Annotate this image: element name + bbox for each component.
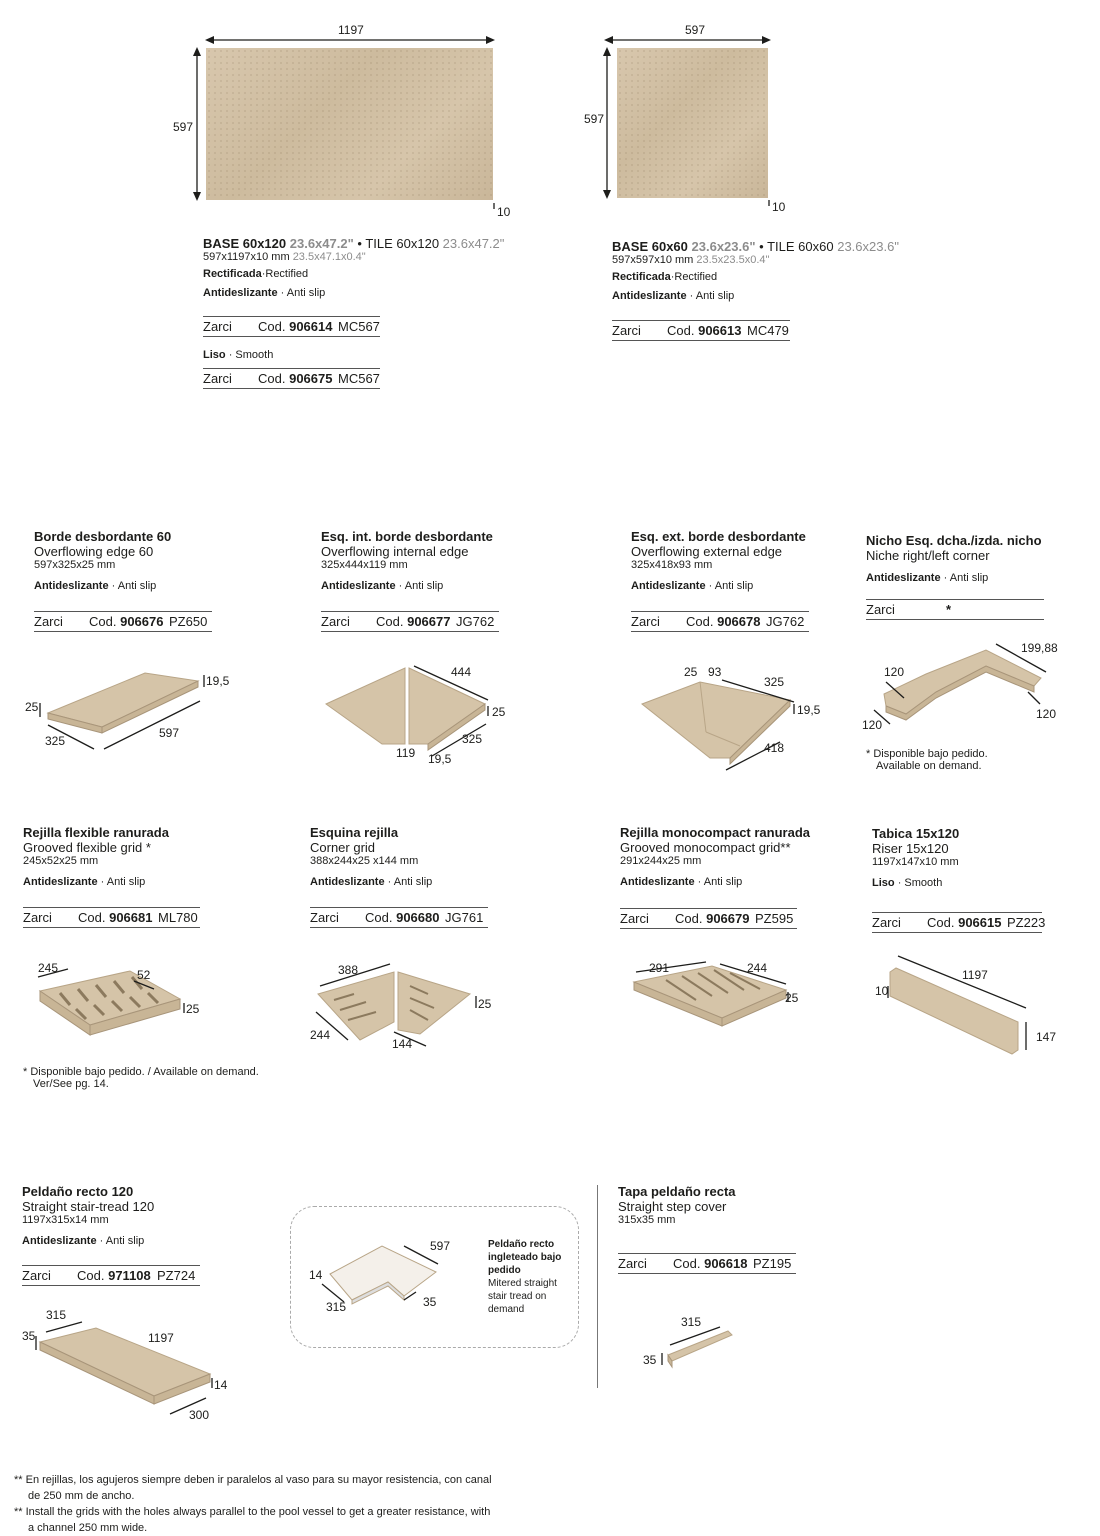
product-nicho bbox=[866, 533, 1042, 584]
product-subtitle: Overflowing edge 60 bbox=[34, 544, 154, 559]
product-peldano-recto bbox=[22, 1184, 154, 1247]
anti-en: · Anti slip bbox=[398, 580, 444, 592]
row-cod: Cod. bbox=[673, 1256, 701, 1271]
product-esq-int-borde-image bbox=[320, 660, 520, 770]
dim-25: 25 bbox=[492, 705, 506, 719]
anti-es: Antideslizante bbox=[22, 1235, 97, 1247]
product-rejilla-flexible-code bbox=[23, 907, 200, 928]
product-title: Peldaño recto 120 bbox=[22, 1184, 134, 1199]
product-title: Borde desbordante 60 bbox=[34, 529, 172, 544]
tile-60x60-info: BASE 60x60 23.6x23.6" • TILE 60x60 23.6x23.6" 597x597x10 mm 23.5x23.5x0.4" Rectificada·Rectified Antideslizante · Anti slip bbox=[612, 239, 899, 302]
row-name: Zarci bbox=[321, 614, 350, 629]
product-title: Tabica 15x120 bbox=[872, 826, 960, 841]
dim-325: 325 bbox=[764, 675, 785, 689]
product-mm: 325x418x93 mm bbox=[631, 559, 713, 571]
mitered-tread-label bbox=[488, 1238, 561, 1316]
product-subtitle: Overflowing external edge bbox=[631, 544, 783, 559]
note-en: Ver/See pg. 14. bbox=[33, 1078, 109, 1090]
anti-en: · Anti slip bbox=[111, 580, 157, 592]
dim-245: 245 bbox=[38, 961, 59, 975]
product-title: Esq. int. borde desbordante bbox=[321, 529, 493, 544]
dim-147: 147 bbox=[1036, 1030, 1057, 1044]
dim-418: 418 bbox=[764, 741, 785, 755]
liso-en: · Smooth bbox=[897, 877, 943, 889]
row-ref: PZ595 bbox=[755, 911, 794, 926]
tile-60x120-anti-es: Antideslizante bbox=[203, 287, 278, 299]
row-star: * bbox=[946, 602, 952, 617]
dim-120c: 120 bbox=[862, 718, 883, 732]
row-ref: JG761 bbox=[445, 910, 484, 925]
product-rejilla-flexible bbox=[23, 825, 169, 888]
label-en-3: demand bbox=[488, 1304, 525, 1315]
tile-60x120-tile-name: TILE 60x120 bbox=[365, 236, 440, 251]
footer-note-es-2: de 250 mm de ancho. bbox=[28, 1490, 135, 1502]
tile-60x60-image bbox=[617, 48, 768, 198]
dim-244: 244 bbox=[747, 961, 768, 975]
dim-19-5: 19,5 bbox=[428, 752, 452, 766]
product-mm: 1197x147x10 mm bbox=[872, 856, 959, 868]
note-en: Available on demand. bbox=[876, 760, 982, 772]
product-rejilla-monocompact-code bbox=[620, 908, 797, 929]
row-ref: MC567 bbox=[338, 371, 380, 386]
row-code: 906618 bbox=[704, 1256, 748, 1271]
tile-60x60-tile-inch: 23.6x23.6" bbox=[837, 239, 899, 254]
row-code: 906613 bbox=[698, 323, 742, 338]
tile-60x120-height: 597 bbox=[173, 120, 194, 134]
anti-en: · Anti slip bbox=[943, 572, 989, 584]
row-cod: Cod. bbox=[365, 910, 393, 925]
dim-52: 52 bbox=[137, 968, 151, 982]
dim-14: 14 bbox=[214, 1378, 228, 1392]
product-subtitle: Straight step cover bbox=[618, 1199, 727, 1214]
dim-35: 35 bbox=[423, 1295, 437, 1309]
tile-60x60-tile-name: TILE 60x60 bbox=[767, 239, 834, 254]
note-es: * Disponible bajo pedido. / Available on demand. bbox=[23, 1066, 259, 1078]
row-cod: Cod. bbox=[77, 1268, 105, 1283]
row-name: Zarci bbox=[872, 915, 901, 930]
tile-60x120-image bbox=[206, 48, 493, 200]
dim-25: 25 bbox=[785, 991, 799, 1005]
note-es: * Disponible bajo pedido. bbox=[866, 748, 988, 760]
tile-60x60-sep: • bbox=[759, 239, 764, 254]
dim-325: 325 bbox=[462, 732, 483, 746]
tile-60x120-name: BASE 60x120 bbox=[203, 236, 287, 251]
row-cod: Cod. bbox=[258, 319, 286, 334]
row-cod: Cod. bbox=[89, 614, 117, 629]
tile-60x120-mm: 597x1197x10 mm bbox=[203, 251, 290, 263]
footer-note-en: ** Install the grids with the holes always parallel to the pool vessel to get a greater resistance, with bbox=[14, 1506, 491, 1518]
tile-60x60-anti-en: · Anti slip bbox=[689, 290, 735, 302]
anti-en: · Anti slip bbox=[708, 580, 754, 592]
label-en-1: Mitered straight bbox=[488, 1278, 557, 1289]
product-title: Nicho Esq. dcha./izda. nicho bbox=[866, 533, 1042, 548]
row-code: 906680 bbox=[396, 910, 440, 925]
dim-199-88: 199,88 bbox=[1021, 641, 1058, 655]
product-title: Rejilla monocompact ranurada bbox=[620, 825, 810, 840]
row-cod: Cod. bbox=[927, 915, 955, 930]
dim-25: 25 bbox=[684, 665, 698, 679]
row-ref: JG762 bbox=[766, 614, 805, 629]
product-borde-desbordante-60-image bbox=[20, 665, 220, 765]
row-cod: Cod. bbox=[667, 323, 695, 338]
tile-60x60-name: BASE 60x60 bbox=[612, 239, 688, 254]
dim-597: 597 bbox=[159, 726, 180, 740]
row-name: Zarci bbox=[310, 910, 339, 925]
footer-note-es: ** En rejillas, los agujeros siempre deben ir paralelos al vaso para su mayor resistencia, con canal bbox=[14, 1474, 492, 1486]
tile-60x120-rect-es: Rectificada bbox=[203, 268, 262, 280]
label-es-3: pedido bbox=[488, 1265, 521, 1276]
row-cod: Cod. bbox=[686, 614, 714, 629]
product-esquina-rejilla bbox=[310, 825, 432, 888]
dim-388: 388 bbox=[338, 963, 359, 977]
dim-1197: 1197 bbox=[148, 1331, 174, 1345]
row-name: Zarci bbox=[618, 1256, 647, 1271]
dim-1197: 1197 bbox=[962, 968, 988, 982]
product-mm: 315x35 mm bbox=[618, 1214, 676, 1226]
row-name: Zarci bbox=[631, 614, 660, 629]
tile-60x120-info: BASE 60x120 23.6x47.2" • TILE 60x120 23.6x47.2" 597x1197x10 mm 23.5x47.1x0.4" Rectificada·Rectified Antideslizante · Anti slip bbox=[203, 236, 505, 299]
anti-en: · Anti slip bbox=[99, 1235, 145, 1247]
dim-35: 35 bbox=[22, 1329, 36, 1343]
label-en-2: stair tread on bbox=[488, 1291, 547, 1302]
row-cod: Cod. bbox=[675, 911, 703, 926]
row-cod: Cod. bbox=[78, 910, 106, 925]
dim-120b: 120 bbox=[1036, 707, 1057, 721]
tile-60x120-code-row-1 bbox=[203, 316, 380, 337]
product-mm: 291x244x25 mm bbox=[620, 855, 702, 867]
tile-60x60-mm-inch: 23.5x23.5x0.4" bbox=[696, 254, 770, 266]
dim-14: 14 bbox=[309, 1268, 323, 1282]
dim-144: 144 bbox=[392, 1037, 413, 1051]
product-tabica bbox=[872, 826, 959, 889]
product-esq-ext-borde bbox=[631, 529, 806, 592]
dim-315: 315 bbox=[326, 1300, 347, 1314]
dim-291: 291 bbox=[649, 961, 670, 975]
product-esquina-rejilla-code bbox=[310, 907, 488, 928]
label-es-2: ingleteado bajo bbox=[488, 1252, 562, 1263]
anti-en: · Anti slip bbox=[697, 876, 743, 888]
dim-325: 325 bbox=[45, 734, 66, 748]
footer-notes bbox=[14, 1472, 492, 1536]
dim-444: 444 bbox=[451, 665, 472, 679]
product-rejilla-monocompact bbox=[620, 825, 810, 888]
dim-25: 25 bbox=[25, 700, 39, 714]
row-name: Zarci bbox=[866, 602, 895, 617]
dim-597: 597 bbox=[430, 1239, 451, 1253]
row-name: Zarci bbox=[620, 911, 649, 926]
dim-19-5: 19,5 bbox=[206, 674, 230, 688]
product-subtitle: Straight stair-tread 120 bbox=[22, 1199, 155, 1214]
row-name: Zarci bbox=[203, 319, 232, 334]
product-nicho-note bbox=[866, 748, 988, 772]
dim-315: 315 bbox=[46, 1308, 67, 1322]
row-ref: ML780 bbox=[158, 910, 198, 925]
product-peldano-recto-image bbox=[30, 1310, 230, 1420]
anti-es: Antideslizante bbox=[310, 876, 385, 888]
liso-en: · Smooth bbox=[228, 349, 274, 361]
product-tapa-peldano-code bbox=[618, 1253, 796, 1274]
tile-60x120-thickness: 10 bbox=[497, 205, 511, 219]
row-code: 971108 bbox=[108, 1268, 151, 1283]
row-name: Zarci bbox=[34, 614, 63, 629]
product-tabica-code bbox=[872, 912, 1046, 933]
row-code: 906678 bbox=[717, 614, 761, 629]
product-subtitle: Riser 15x120 bbox=[872, 841, 949, 856]
row-ref: MC567 bbox=[338, 319, 380, 334]
dim-35: 35 bbox=[643, 1353, 657, 1367]
anti-es: Antideslizante bbox=[34, 580, 109, 592]
product-subtitle: Grooved monocompact grid** bbox=[620, 840, 791, 855]
row-name: Zarci bbox=[612, 323, 641, 338]
product-subtitle: Niche right/left corner bbox=[866, 548, 990, 563]
row-ref: PZ650 bbox=[169, 614, 208, 629]
row-code: 906677 bbox=[407, 614, 451, 629]
tile-60x60-width: 597 bbox=[685, 23, 706, 37]
tile-60x120-liso bbox=[203, 349, 273, 361]
product-esq-int-borde bbox=[321, 529, 493, 592]
row-ref: PZ724 bbox=[157, 1268, 196, 1283]
dim-300: 300 bbox=[189, 1408, 210, 1422]
anti-es: Antideslizante bbox=[321, 580, 396, 592]
row-cod: Cod. bbox=[258, 371, 286, 386]
product-title: Rejilla flexible ranurada bbox=[23, 825, 169, 840]
row-code: 906679 bbox=[706, 911, 750, 926]
product-nicho-code bbox=[866, 599, 1044, 620]
anti-es: Antideslizante bbox=[23, 876, 98, 888]
row-name: Zarci bbox=[22, 1268, 51, 1283]
tile-60x60-rect-en: Rectified bbox=[674, 271, 718, 283]
dim-244: 244 bbox=[310, 1028, 331, 1042]
tile-60x120-sep: • bbox=[357, 236, 362, 251]
product-subtitle: Grooved flexible grid * bbox=[23, 840, 151, 855]
row-code: 906681 bbox=[109, 910, 153, 925]
product-esq-ext-borde-code bbox=[631, 611, 809, 632]
product-borde-desbordante-60-code bbox=[34, 611, 212, 632]
tile-60x120-code-row-2 bbox=[203, 368, 380, 389]
anti-es: Antideslizante bbox=[620, 876, 695, 888]
product-tapa-peldano bbox=[618, 1184, 736, 1226]
anti-es: Antideslizante bbox=[631, 580, 706, 592]
product-borde-desbordante-60 bbox=[34, 529, 171, 592]
product-tabica-image bbox=[876, 950, 1036, 1060]
row-code: 906676 bbox=[120, 614, 164, 629]
tile-60x60-inch: 23.6x23.6" bbox=[691, 239, 756, 254]
product-rejilla-flexible-image bbox=[30, 965, 210, 1045]
product-subtitle: Overflowing internal edge bbox=[321, 544, 469, 559]
product-mm: 1197x315x14 mm bbox=[22, 1214, 109, 1226]
tile-60x120-mm-inch: 23.5x47.1x0.4" bbox=[292, 251, 366, 263]
tile-60x120-width: 1197 bbox=[338, 23, 364, 37]
anti-es: Antideslizante bbox=[866, 572, 941, 584]
dim-119: 119 bbox=[396, 746, 416, 760]
dim-10: 10 bbox=[875, 984, 889, 998]
product-esq-int-borde-code bbox=[321, 611, 499, 632]
tile-60x120-inch: 23.6x47.2" bbox=[289, 236, 354, 251]
product-mm: 597x325x25 mm bbox=[34, 559, 116, 571]
dim-120a: 120 bbox=[884, 665, 905, 679]
row-ref: MC479 bbox=[747, 323, 789, 338]
tile-60x60-rect-es: Rectificada bbox=[612, 271, 671, 283]
tile-60x60-mm: 597x597x10 mm bbox=[612, 254, 694, 266]
tile-60x120-anti-en: · Anti slip bbox=[280, 287, 326, 299]
dim-25: 25 bbox=[186, 1002, 200, 1016]
product-title: Tapa peldaño recta bbox=[618, 1184, 736, 1199]
row-ref: PZ223 bbox=[1007, 915, 1046, 930]
tile-60x120-tile-inch: 23.6x47.2" bbox=[442, 236, 505, 251]
tile-60x60-code-row-1 bbox=[612, 320, 790, 341]
tile-60x60-anti-es: Antideslizante bbox=[612, 290, 687, 302]
tile-60x120-rect-en: Rectified bbox=[265, 268, 309, 280]
tile-60x60-height: 597 bbox=[584, 112, 605, 126]
product-title: Esq. ext. borde desbordante bbox=[631, 529, 806, 544]
row-cod: Cod. bbox=[376, 614, 404, 629]
footer-note-en-2: a channel 250 mm wide. bbox=[28, 1522, 148, 1534]
dim-93: 93 bbox=[708, 665, 722, 679]
dim-19-5: 19,5 bbox=[797, 703, 821, 717]
product-tapa-peldano-image bbox=[660, 1325, 740, 1375]
section-divider bbox=[597, 1185, 598, 1388]
row-code: 906675 bbox=[289, 371, 333, 386]
row-name: Zarci bbox=[23, 910, 52, 925]
product-mm: 325x444x119 mm bbox=[321, 559, 408, 571]
dim-315: 315 bbox=[681, 1315, 702, 1329]
row-ref: PZ195 bbox=[753, 1256, 792, 1271]
label-es-1: Peldaño recto bbox=[488, 1239, 555, 1250]
product-nicho-image bbox=[866, 640, 1066, 740]
row-code: 906614 bbox=[289, 319, 333, 334]
product-subtitle: Corner grid bbox=[310, 840, 376, 855]
product-mm: 388x244x25 x144 mm bbox=[310, 855, 419, 867]
liso-es: Liso bbox=[872, 877, 895, 889]
product-rejilla-flexible-note bbox=[23, 1066, 259, 1090]
product-mm: 245x52x25 mm bbox=[23, 855, 99, 867]
row-ref: JG762 bbox=[456, 614, 495, 629]
row-code: 906615 bbox=[958, 915, 1002, 930]
row-name: Zarci bbox=[203, 371, 232, 386]
tile-60x60-thickness: 10 bbox=[772, 200, 786, 214]
product-peldano-recto-code bbox=[22, 1265, 200, 1286]
anti-en: · Anti slip bbox=[387, 876, 433, 888]
anti-en: · Anti slip bbox=[100, 876, 146, 888]
liso-es: Liso bbox=[203, 349, 226, 361]
dim-25: 25 bbox=[478, 997, 492, 1011]
product-title: Esquina rejilla bbox=[310, 825, 399, 840]
